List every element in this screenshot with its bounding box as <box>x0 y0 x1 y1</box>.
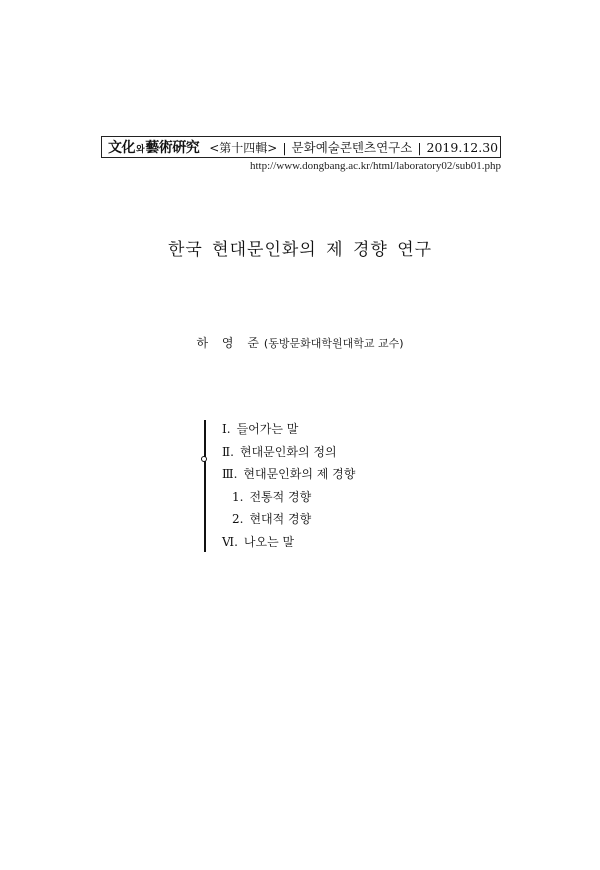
toc-item-number: 2. <box>232 512 244 526</box>
toc-item-number: Ⅵ. <box>222 534 238 549</box>
journal-logo <box>108 137 199 157</box>
header-separator: | <box>417 139 422 155</box>
toc-item-label: 현대문인화의 정의 <box>239 444 337 459</box>
header-separator: | <box>282 139 287 155</box>
journal-logo-main: 文化 <box>108 140 135 156</box>
toc-item <box>222 531 355 554</box>
journal-logo-small: 와 <box>136 145 145 155</box>
toc-item <box>222 441 355 464</box>
toc-vertical-rule <box>204 420 206 552</box>
table-of-contents <box>204 418 424 553</box>
toc-item-label: 현대적 경향 <box>249 512 312 526</box>
journal-url[interactable]: http://www.dongbang.ac.kr/html/laboratory02/sub01.php <box>249 160 501 172</box>
journal-date: 2019.12.30 <box>426 139 499 155</box>
journal-publisher: 문화예술콘텐츠연구소 <box>291 140 413 155</box>
journal-header-box <box>101 136 501 158</box>
toc-item-number: Ⅲ. <box>222 467 238 481</box>
author-name: 하 영 준 <box>196 336 264 350</box>
journal-logo-tail: 藝術硏究 <box>145 140 200 156</box>
paper-title: 한국 현대문인화의 제 경향 연구 <box>167 240 433 260</box>
journal-issue: <第十四輯> <box>209 140 278 155</box>
toc-item-number: Ⅱ. <box>222 444 234 459</box>
toc-item <box>222 418 355 441</box>
toc-item-label: 전통적 경향 <box>249 489 312 504</box>
toc-list <box>222 418 355 553</box>
toc-item <box>222 463 355 486</box>
toc-item-label: 나오는 말 <box>243 534 295 549</box>
toc-item-label: 현대문인화의 제 경향 <box>243 467 356 481</box>
toc-subitem <box>222 508 355 531</box>
toc-bullet-circle <box>201 456 207 462</box>
toc-subitem <box>222 486 355 509</box>
toc-item-number: 1. <box>232 489 244 504</box>
author-line <box>0 334 600 351</box>
toc-item-label: 들어가는 말 <box>236 422 299 436</box>
author-affiliation: (동방문화대학원대학교 교수) <box>263 337 404 350</box>
toc-item-number: Ⅰ. <box>222 422 231 436</box>
